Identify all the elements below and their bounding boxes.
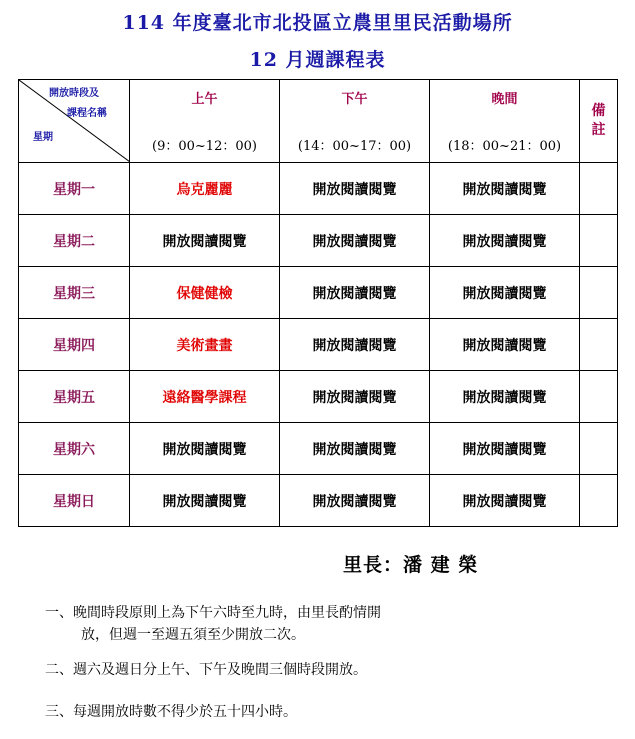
morning-cell: 開放閱讀閱覽: [130, 423, 280, 475]
notes-cell: [580, 267, 618, 319]
day-cell: 星期一: [19, 163, 130, 215]
title-line-2: 12 月週課程表: [249, 49, 386, 71]
evening-cell: 開放閱讀閱覽: [430, 371, 580, 423]
note-1-line-2: 放，但週一至週五須至少開放二次。: [81, 627, 305, 644]
title-line-1: 114 年度臺北市北投區立農里里民活動場所: [122, 12, 513, 34]
morning-cell: 烏克麗麗: [130, 163, 280, 215]
table-row-fri: [19, 371, 618, 423]
morning-cell: 美術畫畫: [130, 319, 280, 371]
evening-cell: 開放閱讀閱覽: [430, 163, 580, 215]
afternoon-time: (14：00~17：00): [297, 139, 412, 154]
day-cell: 星期三: [19, 267, 130, 319]
note-1: [45, 602, 381, 647]
morning-cell: 開放閱讀閱覽: [130, 215, 280, 267]
corner-label-top: 開放時段及: [49, 88, 99, 99]
morning-cell: 遠絡醫學課程: [130, 371, 280, 423]
afternoon-cell: 開放閱讀閱覽: [280, 319, 430, 371]
table-row-sun: [19, 475, 618, 527]
notes-cell: [580, 371, 618, 423]
afternoon-cell: 開放閱讀閱覽: [280, 371, 430, 423]
afternoon-cell: 開放閱讀閱覽: [280, 423, 430, 475]
note-1-line-1: 一、晚間時段原則上為下午六時至九時，由里長酌情開: [45, 605, 381, 621]
signature: 里長：潘 建 榮: [343, 554, 479, 576]
morning-cell: 保健健檢: [130, 267, 280, 319]
afternoon-cell: 開放閱讀閱覽: [280, 215, 430, 267]
evening-cell: 開放閱讀閱覽: [430, 267, 580, 319]
table-row-wed: [19, 267, 618, 319]
day-cell: 星期二: [19, 215, 130, 267]
table-row-mon: [19, 163, 618, 215]
afternoon-cell: 開放閱讀閱覽: [280, 475, 430, 527]
table-row-thu: [19, 319, 618, 371]
afternoon-cell: 開放閱讀閱覽: [280, 267, 430, 319]
corner-header-cell: [19, 80, 130, 163]
evening-header: [430, 80, 580, 163]
corner-label-mid: 課程名稱: [67, 108, 107, 119]
day-cell: 星期五: [19, 371, 130, 423]
note-3: 三、每週開放時數不得少於五十四小時。: [45, 704, 297, 720]
evening-time: (18：00~21：00): [447, 139, 562, 154]
evening-cell: 開放閱讀閱覽: [430, 423, 580, 475]
morning-header: [130, 80, 280, 163]
morning-time: (9：00~12：00): [152, 139, 257, 154]
day-cell: 星期四: [19, 319, 130, 371]
morning-label: 上午: [191, 92, 218, 107]
afternoon-label: 下午: [341, 92, 368, 107]
corner-label-bottom: 星期: [33, 132, 53, 143]
evening-cell: 開放閱讀閱覽: [430, 215, 580, 267]
evening-cell: 開放閱讀閱覽: [430, 319, 580, 371]
morning-cell: 開放閱讀閱覽: [130, 475, 280, 527]
evening-label: 晚間: [491, 92, 518, 107]
note-2: 二、週六及週日分上午、下午及晚間三個時段開放。: [45, 662, 367, 678]
table-row-tue: [19, 215, 618, 267]
notes-label: 備註: [591, 103, 606, 138]
afternoon-header: [280, 80, 430, 163]
schedule-table: [18, 79, 618, 527]
header-row: [19, 80, 618, 163]
notes-header: [580, 80, 618, 163]
notes-cell: [580, 423, 618, 475]
day-cell: 星期日: [19, 475, 130, 527]
afternoon-cell: 開放閱讀閱覽: [280, 163, 430, 215]
notes-cell: [580, 319, 618, 371]
day-cell: 星期六: [19, 423, 130, 475]
evening-cell: 開放閱讀閱覽: [430, 475, 580, 527]
notes-cell: [580, 163, 618, 215]
notes-cell: [580, 475, 618, 527]
table-row-sat: [19, 423, 618, 475]
notes-cell: [580, 215, 618, 267]
